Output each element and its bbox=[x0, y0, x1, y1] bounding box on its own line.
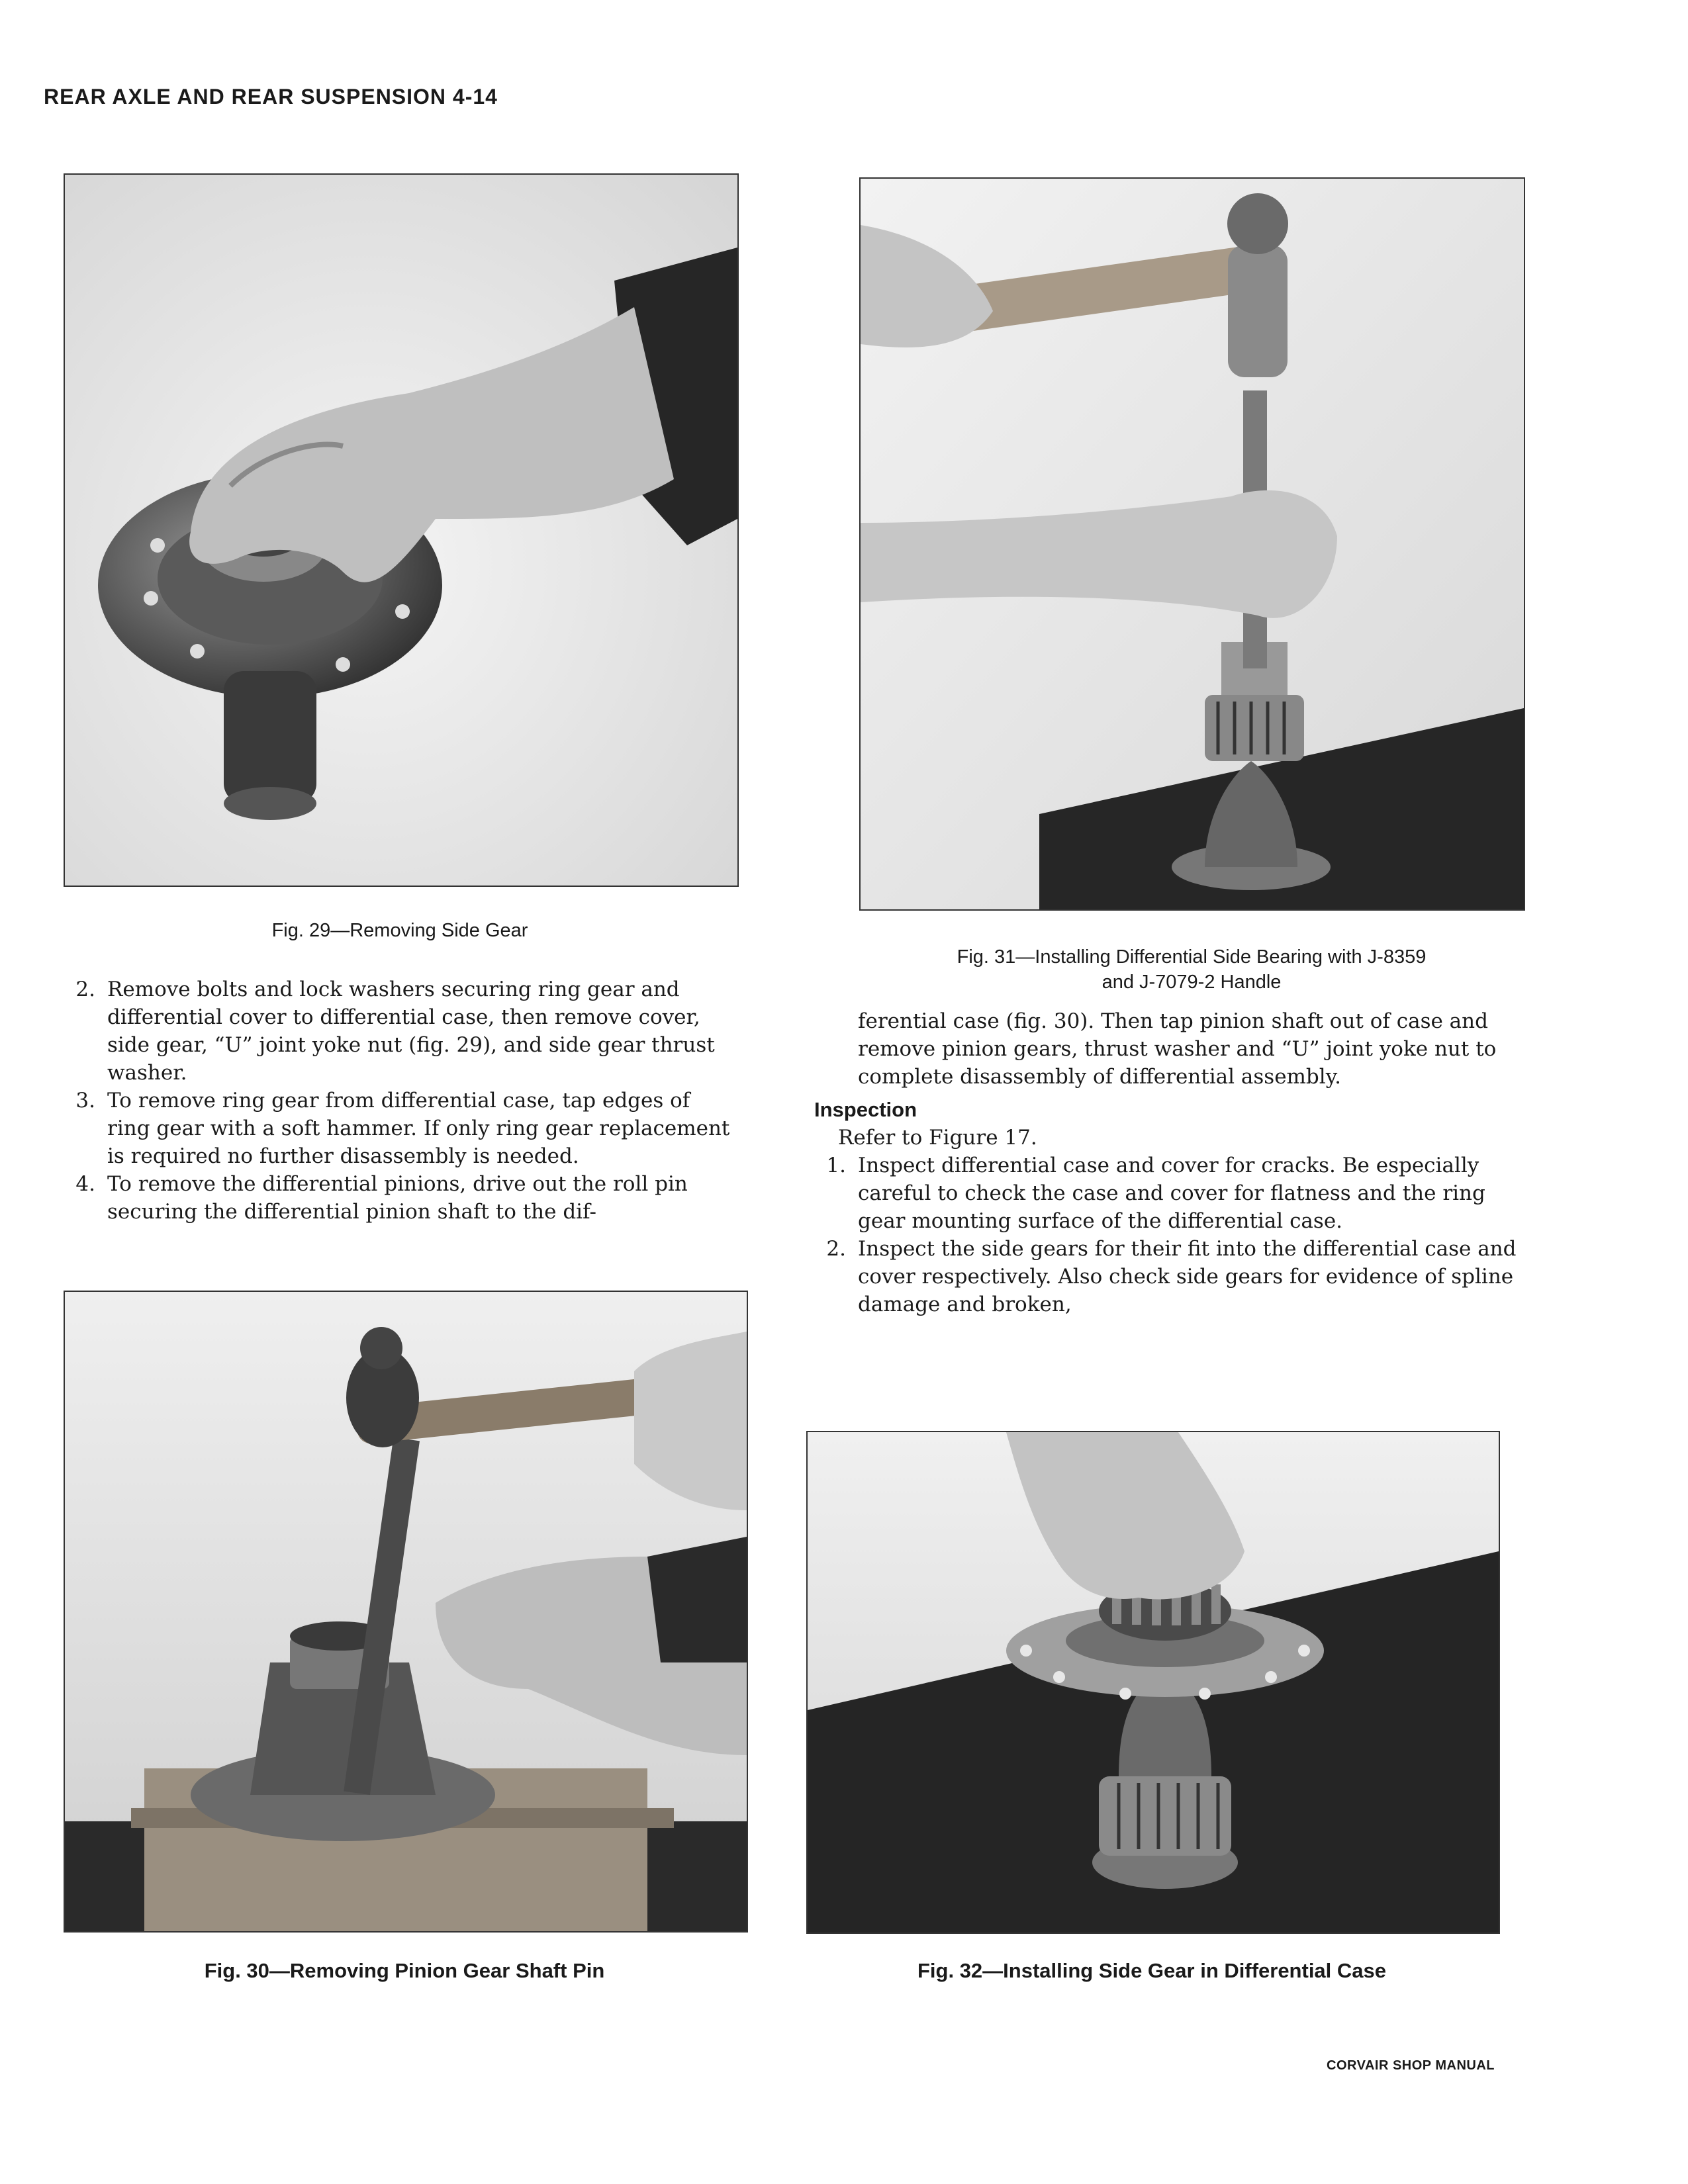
inspection-step-2 bbox=[814, 1235, 1523, 1318]
page-header: REAR AXLE AND REAR SUSPENSION 4-14 bbox=[44, 85, 498, 109]
step-3-left bbox=[64, 1087, 739, 1170]
step-text: Remove bolts and lock washers securing ring gear and differential cover to differential case, then remove cover, side gear, “U” joint yoke nut (fig. 29), and side gear thrust washer. bbox=[107, 978, 715, 1085]
step-text: Inspect the side gears for their fit into the differential case and cover respectively. Also check side gears for evidence of spline damage and broken, bbox=[858, 1237, 1517, 1316]
step-number: 4. bbox=[75, 1172, 95, 1196]
step-number: 1. bbox=[826, 1154, 846, 1177]
fig31-caption bbox=[841, 945, 1542, 995]
step-number: 3. bbox=[75, 1089, 95, 1113]
figure-32-photo bbox=[806, 1431, 1500, 1934]
left-column-text bbox=[64, 976, 739, 1226]
step-text: To remove ring gear from differential case, tap edges of ring gear with a soft hammer. If only ring gear replacement is required no further disassembly is needed. bbox=[107, 1089, 730, 1168]
inspection-step-1 bbox=[814, 1152, 1523, 1235]
step-text: Inspect differential case and cover for cracks. Be especially careful to check the case and cover for flatness and the ring gear mounting surface of the differential case. bbox=[858, 1154, 1485, 1233]
fig32-caption: Fig. 32—Installing Side Gear in Differential Case bbox=[917, 1959, 1387, 1982]
step-number: 2. bbox=[826, 1237, 846, 1261]
step-number: 2. bbox=[75, 978, 95, 1001]
page-footer: CORVAIR SHOP MANUAL bbox=[1327, 2058, 1495, 2073]
fig29-caption: Fig. 29—Removing Side Gear bbox=[271, 920, 528, 941]
fig29-illustration bbox=[65, 175, 737, 886]
continuation-paragraph: ferential case (fig. 30). Then tap pinion shaft out of case and remove pinion gears, thrust washer and “U” joint yoke nut to complete disassembly of differential assembly. bbox=[858, 1009, 1497, 1089]
fig31-caption-line2: and J-7079-2 Handle bbox=[1102, 971, 1282, 993]
figure-31-photo bbox=[859, 177, 1525, 911]
fig30-illustration bbox=[65, 1292, 747, 1931]
step-text: To remove the differential pinions, drive out the roll pin securing the differential pinion shaft to the dif- bbox=[107, 1172, 688, 1224]
fig30-caption: Fig. 30—Removing Pinion Gear Shaft Pin bbox=[204, 1959, 605, 1982]
fig32-illustration bbox=[808, 1432, 1499, 1933]
fig31-caption-line1: Fig. 31—Installing Differential Side Bearing with J-8359 bbox=[957, 946, 1427, 968]
fig31-illustration bbox=[861, 179, 1524, 909]
inspection-heading: Inspection bbox=[814, 1098, 917, 1121]
step-4-left bbox=[64, 1170, 739, 1226]
inspection-intro: Refer to Figure 17. bbox=[838, 1126, 1037, 1150]
step-2-left bbox=[64, 976, 739, 1087]
figure-30-photo bbox=[64, 1291, 748, 1933]
figure-29-photo bbox=[64, 173, 739, 887]
right-column-text bbox=[814, 1007, 1523, 1318]
